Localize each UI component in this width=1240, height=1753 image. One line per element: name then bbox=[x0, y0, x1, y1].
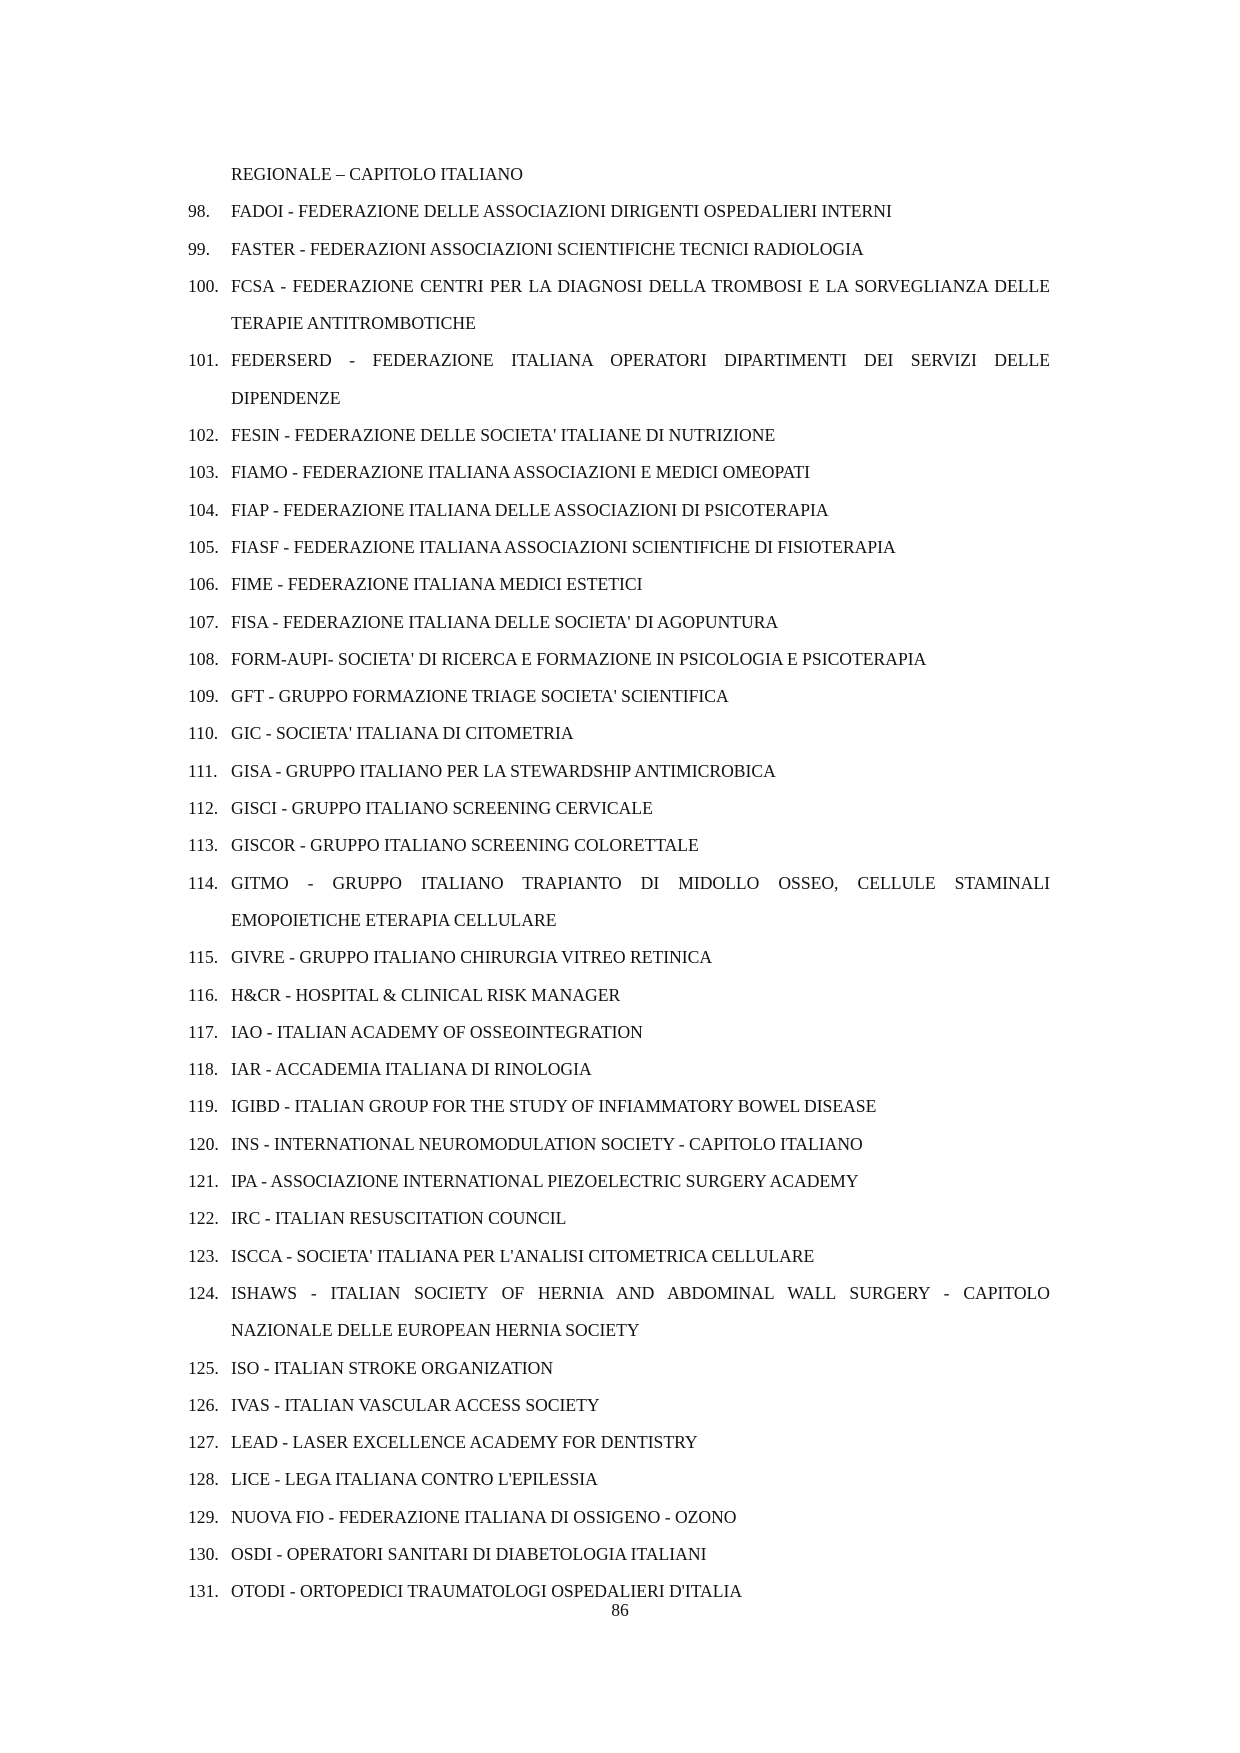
item-number: 124. bbox=[188, 1282, 219, 1303]
item-number: 102. bbox=[188, 425, 219, 446]
item-number: 123. bbox=[188, 1245, 219, 1266]
item-number: 114. bbox=[188, 872, 219, 893]
item-number: 101. bbox=[188, 350, 219, 371]
item-text: GFT - GRUPPO FORMAZIONE TRIAGE SOCIETA' SCIENTIFICA bbox=[231, 686, 729, 707]
item-text: FIAP - FEDERAZIONE ITALIANA DELLE ASSOCIAZIONI DI PSICOTERAPIA bbox=[231, 499, 829, 520]
list-item bbox=[188, 790, 1050, 827]
item-text: GIC - SOCIETA' ITALIANA DI CITOMETRIA bbox=[231, 723, 574, 744]
item-number: 103. bbox=[188, 462, 219, 483]
item-text: FADOI - FEDERAZIONE DELLE ASSOCIAZIONI DIRIGENTI OSPEDALIERI INTERNI bbox=[231, 201, 892, 222]
list-item bbox=[188, 1051, 1050, 1088]
item-text: GISA - GRUPPO ITALIANO PER LA STEWARDSHIP ANTIMICROBICA bbox=[231, 760, 776, 781]
item-text: FORM-AUPI- SOCIETA' DI RICERCA E FORMAZIONE IN PSICOLOGIA E PSICOTERAPIA bbox=[231, 648, 927, 669]
item-text: FISA - FEDERAZIONE ITALIANA DELLE SOCIETA' DI AGOPUNTURA bbox=[231, 611, 779, 632]
list-item bbox=[188, 1387, 1050, 1424]
list-item bbox=[188, 1238, 1050, 1275]
item-text: REGIONALE – CAPITOLO ITALIANO bbox=[231, 164, 523, 184]
item-number: 118. bbox=[188, 1059, 219, 1080]
list-item bbox=[188, 193, 1050, 230]
item-number: 122. bbox=[188, 1208, 219, 1229]
list-item bbox=[188, 641, 1050, 678]
list-item bbox=[188, 454, 1050, 491]
item-number: 116. bbox=[188, 984, 219, 1005]
item-text: FESIN - FEDERAZIONE DELLE SOCIETA' ITALIANE DI NUTRIZIONE bbox=[231, 425, 776, 446]
item-text: FCSA - FEDERAZIONE CENTRI PER LA DIAGNOSI DELLA TROMBOSI E LA SORVEGLIANZA DELLE TERAPIE ANTITROMBOTICHE bbox=[231, 275, 1050, 334]
item-number: 106. bbox=[188, 574, 219, 595]
list-item bbox=[188, 753, 1050, 790]
list-item bbox=[188, 865, 1050, 940]
item-number: 117. bbox=[188, 1021, 219, 1042]
list-item bbox=[188, 529, 1050, 566]
item-number: 126. bbox=[188, 1394, 219, 1415]
page-number: 86 bbox=[611, 1600, 629, 1620]
item-text: GISCOR - GRUPPO ITALIANO SCREENING COLORETTALE bbox=[231, 835, 699, 856]
item-number: 107. bbox=[188, 611, 219, 632]
list-item bbox=[188, 492, 1050, 529]
item-text: IVAS - ITALIAN VASCULAR ACCESS SOCIETY bbox=[231, 1394, 600, 1415]
item-text: IAR - ACCADEMIA ITALIANA DI RINOLOGIA bbox=[231, 1059, 592, 1080]
item-number: 121. bbox=[188, 1171, 219, 1192]
item-text: FIME - FEDERAZIONE ITALIANA MEDICI ESTETICI bbox=[231, 574, 643, 595]
item-number: 130. bbox=[188, 1543, 219, 1564]
list-item bbox=[188, 977, 1050, 1014]
item-number: 98. bbox=[188, 201, 210, 222]
item-number: 127. bbox=[188, 1432, 219, 1453]
list-item bbox=[188, 1536, 1050, 1573]
item-text: FIAMO - FEDERAZIONE ITALIANA ASSOCIAZIONI E MEDICI OMEOPATI bbox=[231, 462, 811, 483]
item-number: 110. bbox=[188, 723, 219, 744]
item-text: LICE - LEGA ITALIANA CONTRO L'EPILESSIA bbox=[231, 1469, 598, 1490]
item-text: NUOVA FIO - FEDERAZIONE ITALIANA DI OSSIGENO - OZONO bbox=[231, 1506, 737, 1527]
list-item bbox=[188, 1014, 1050, 1051]
list-item bbox=[188, 268, 1050, 343]
list-item-continuation bbox=[188, 156, 1050, 193]
item-text: ISCCA - SOCIETA' ITALIANA PER L'ANALISI CITOMETRICA CELLULARE bbox=[231, 1245, 815, 1266]
list-item bbox=[188, 1200, 1050, 1237]
list-item bbox=[188, 566, 1050, 603]
item-text: IPA - ASSOCIAZIONE INTERNATIONAL PIEZOELECTRIC SURGERY ACADEMY bbox=[231, 1171, 859, 1192]
item-number: 119. bbox=[188, 1096, 219, 1117]
list-item bbox=[188, 604, 1050, 641]
item-text: LEAD - LASER EXCELLENCE ACADEMY FOR DENTISTRY bbox=[231, 1432, 698, 1453]
item-number: 108. bbox=[188, 648, 219, 669]
item-number: 105. bbox=[188, 536, 219, 557]
list-item bbox=[188, 342, 1050, 417]
item-text: GIVRE - GRUPPO ITALIANO CHIRURGIA VITREO RETINICA bbox=[231, 947, 713, 968]
list-item bbox=[188, 231, 1050, 268]
item-number: 115. bbox=[188, 947, 219, 968]
list-item bbox=[188, 678, 1050, 715]
item-text: FEDERSERD - FEDERAZIONE ITALIANA OPERATORI DIPARTIMENTI DEI SERVIZI DELLE DIPENDENZE bbox=[231, 350, 1050, 408]
list-item bbox=[188, 417, 1050, 454]
item-text: ISHAWS - ITALIAN SOCIETY OF HERNIA AND ABDOMINAL WALL SURGERY - CAPITOLO NAZIONALE DELLE EUROPEAN HERNIA SOCIETY bbox=[231, 1282, 1050, 1341]
item-text: FIASF - FEDERAZIONE ITALIANA ASSOCIAZIONI SCIENTIFICHE DI FISIOTERAPIA bbox=[231, 536, 896, 557]
item-text: IAO - ITALIAN ACADEMY OF OSSEOINTEGRATION bbox=[231, 1021, 643, 1042]
list-item bbox=[188, 1088, 1050, 1125]
item-text: ISO - ITALIAN STROKE ORGANIZATION bbox=[231, 1357, 554, 1378]
item-number: 120. bbox=[188, 1133, 219, 1154]
item-number: 111. bbox=[188, 760, 218, 781]
item-text: IRC - ITALIAN RESUSCITATION COUNCIL bbox=[231, 1208, 567, 1229]
list-item bbox=[188, 715, 1050, 752]
item-text: INS - INTERNATIONAL NEUROMODULATION SOCIETY - CAPITOLO ITALIANO bbox=[231, 1133, 863, 1154]
item-text: GISCI - GRUPPO ITALIANO SCREENING CERVICALE bbox=[231, 798, 653, 819]
item-text: IGIBD - ITALIAN GROUP FOR THE STUDY OF INFIAMMATORY BOWEL DISEASE bbox=[231, 1096, 877, 1117]
item-number: 99. bbox=[188, 238, 210, 259]
item-text: OTODI - ORTOPEDICI TRAUMATOLOGI OSPEDALIERI D'ITALIA bbox=[231, 1581, 743, 1602]
item-text: FASTER - FEDERAZIONI ASSOCIAZIONI SCIENTIFICHE TECNICI RADIOLOGIA bbox=[231, 238, 864, 259]
list-item bbox=[188, 1461, 1050, 1498]
item-text: OSDI - OPERATORI SANITARI DI DIABETOLOGIA ITALIANI bbox=[231, 1543, 707, 1564]
item-number: 104. bbox=[188, 499, 219, 520]
list-item bbox=[188, 1275, 1050, 1350]
item-number: 109. bbox=[188, 686, 219, 707]
item-number: 128. bbox=[188, 1469, 219, 1490]
list-item bbox=[188, 939, 1050, 976]
item-text: GITMO - GRUPPO ITALIANO TRAPIANTO DI MIDOLLO OSSEO, CELLULE STAMINALI EMOPOIETICHE ETERAPIA CELLULARE bbox=[231, 872, 1050, 930]
item-number: 125. bbox=[188, 1357, 219, 1378]
item-text: H&CR - HOSPITAL & CLINICAL RISK MANAGER bbox=[231, 984, 621, 1005]
list-item bbox=[188, 1163, 1050, 1200]
list-item bbox=[188, 827, 1050, 864]
list-item bbox=[188, 1350, 1050, 1387]
item-number: 100. bbox=[188, 275, 219, 296]
item-number: 113. bbox=[188, 835, 219, 856]
list-item bbox=[188, 1424, 1050, 1461]
item-number: 131. bbox=[188, 1581, 219, 1602]
item-number: 129. bbox=[188, 1506, 219, 1527]
list-item bbox=[188, 1499, 1050, 1536]
association-list bbox=[188, 156, 1050, 1611]
item-number: 112. bbox=[188, 798, 219, 819]
list-item bbox=[188, 1126, 1050, 1163]
